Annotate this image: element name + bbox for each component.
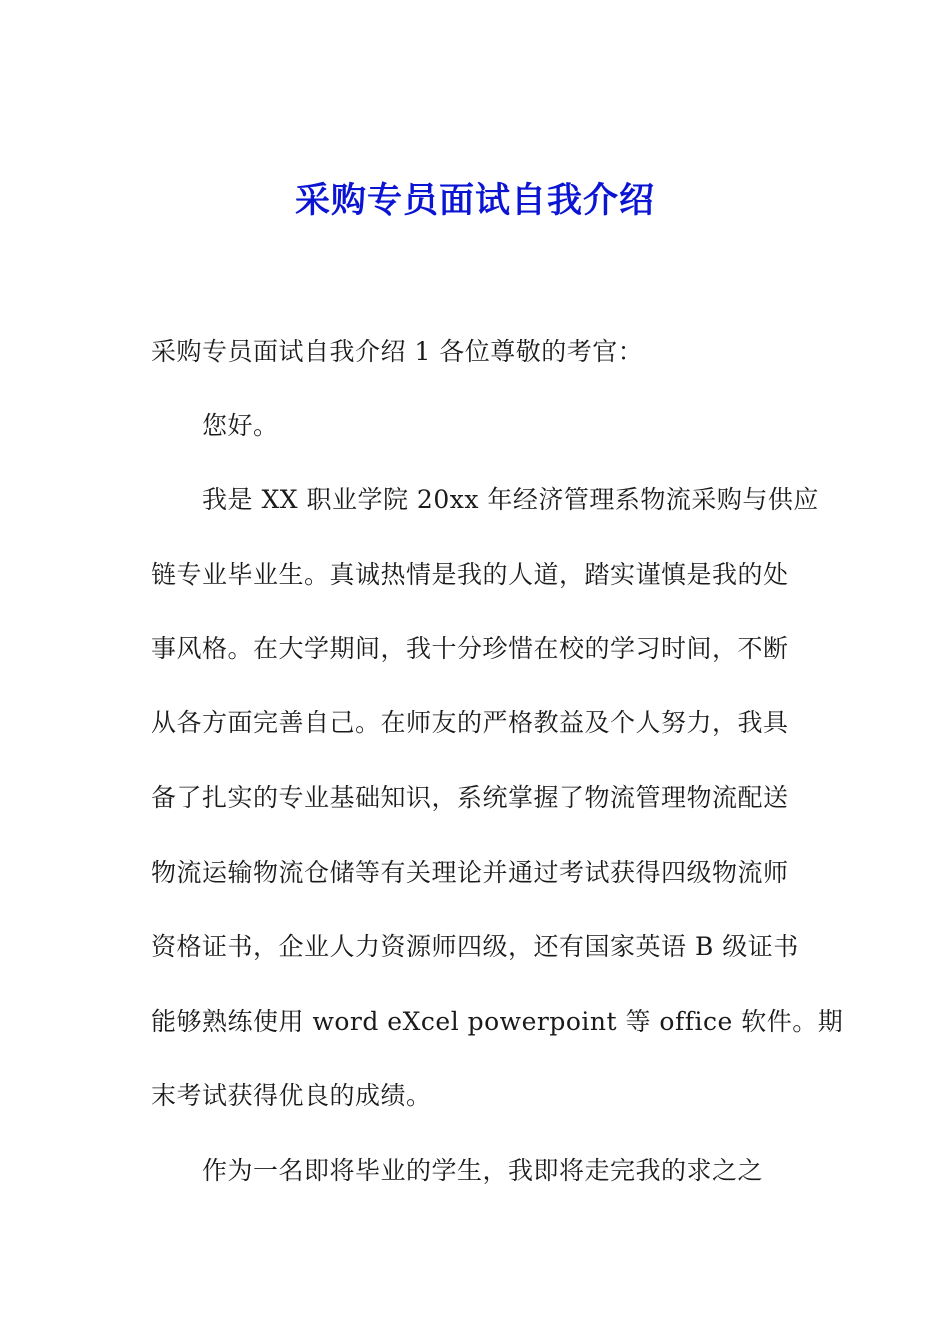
paragraph-line: 链专业毕业生。真诚热情是我的人道，踏实谨慎是我的处 [151, 560, 789, 589]
paragraph-line: 您好。 [202, 411, 279, 440]
paragraph-line: 备了扎实的专业基础知识，系统掌握了物流管理物流配送 [151, 783, 789, 812]
paragraph-line: 采购专员面试自我介绍 1 各位尊敬的考官： [151, 337, 644, 366]
paragraph-line: 物流运输物流仓储等有关理论并通过考试获得四级物流师 [151, 858, 789, 887]
paragraph-line: 作为一名即将毕业的学生，我即将走完我的求之之 [202, 1156, 764, 1185]
paragraph-line: 能够熟练使用 word eXcel powerpoint 等 office 软件。期 [151, 1007, 844, 1036]
paragraph-line: 末考试获得优良的成绩。 [151, 1081, 432, 1110]
paragraph-line: 从各方面完善自己。在师友的严格教益及个人努力，我具 [151, 708, 789, 737]
paragraph-line: 事风格。在大学期间，我十分珍惜在校的学习时间，不断 [151, 634, 789, 663]
paragraph-line: 资格证书，企业人力资源师四级，还有国家英语 B 级证书 [151, 932, 799, 961]
document-title: 采购专员面试自我介绍 [294, 181, 655, 221]
paragraph-line: 我是 XX 职业学院 20xx 年经济管理系物流采购与供应 [202, 485, 819, 514]
